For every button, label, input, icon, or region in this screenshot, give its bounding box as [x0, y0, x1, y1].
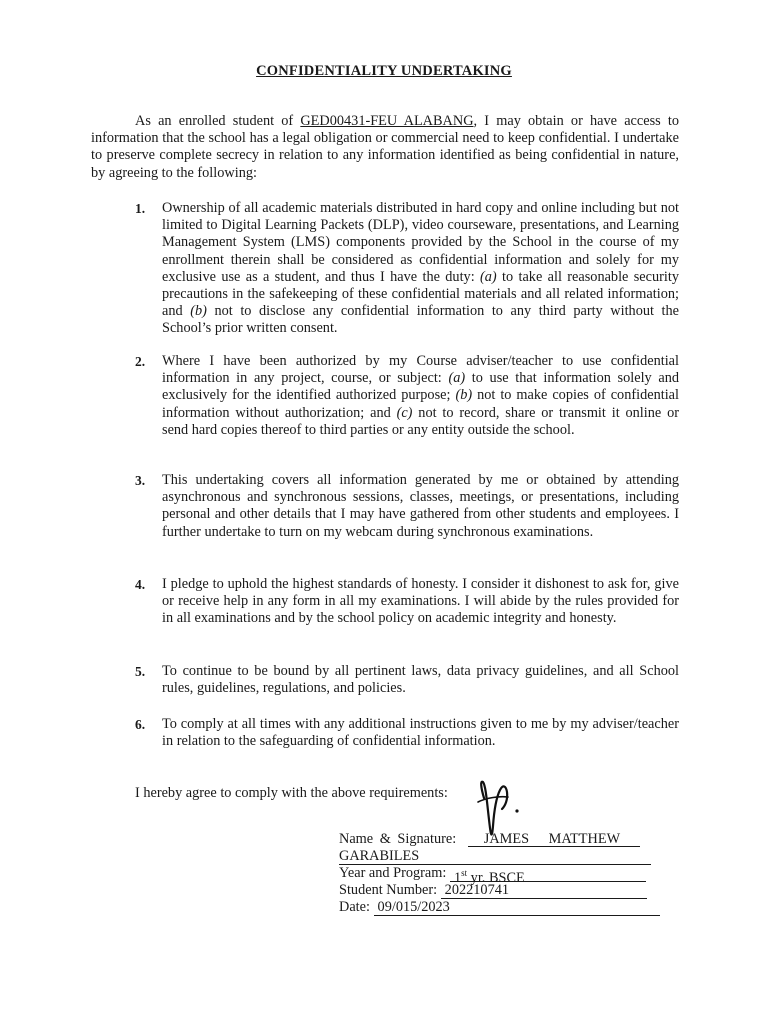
intro-text-after: , I may obtain or have access to information that the school has a legal obligation or commercial need to keep confidential. I undertake to preserve complete secrecy in relation to any information identified as being confidential in nature, by agreeing to the following:	[91, 113, 680, 181]
document-title: CONFIDENTIALITY UNDERTAKING	[256, 63, 512, 79]
item-number: 1.	[135, 201, 146, 216]
date-row	[339, 899, 660, 917]
item-clause-marker: (b)	[455, 387, 473, 404]
agreement-statement: I hereby agree to comply with the above requirements:	[135, 785, 448, 801]
item-clause-marker: (a)	[448, 370, 466, 387]
year-program-value	[450, 865, 646, 886]
date-value: 09/015/2023	[374, 899, 660, 916]
intro-text-before: As an enrolled student of	[135, 113, 301, 129]
item-number: 6.	[135, 717, 146, 732]
item-text-part: Where I have been authorized by my Course adviser/teacher to use confidential information in any project, course, or subject:	[162, 353, 679, 387]
year-program-text: yr. BSCE	[467, 869, 525, 886]
student-number-label: Student Number:	[339, 882, 438, 898]
intro-paragraph	[91, 113, 679, 182]
name-signature-label: Name & Signature:	[339, 831, 457, 847]
year-suffix: st	[461, 868, 468, 878]
item-text-part: Ownership of all academic materials distributed in hard copy and online including but not limited to Digital Learning Packets (DLP), video courseware, presentations, and Learning Management System (LMS) components provided by the School in the course of my enrollment therein shall be considered as confidential information and solely for my exclusive use as a student, and thus I have the duty:	[162, 200, 679, 285]
item-text-part: to use that information solely and exclusively for the identified authorized purpose;	[162, 370, 679, 404]
item-number: 3.	[135, 473, 146, 488]
item-text-part: to take all reasonable security precautions in the safekeeping of these confidential materials and all related information; and	[162, 268, 679, 320]
item-text: To comply at all times with any additional instructions given to me by my adviser/teacher in relation to the safeguarding of confidential information.	[162, 716, 679, 750]
item-text: This undertaking covers all information generated by me or obtained by attending asynchronous and synchronous sessions, classes, meetings, or presentations, including personal and other details that I may have gathered from other students and employees. I further undertake to turn on my webcam during synchronous examinations.	[162, 472, 679, 540]
item-number: 5.	[135, 664, 146, 679]
year-number: 1	[453, 869, 462, 886]
item-text-part: not to make copies of confidential information without authorization; and	[162, 387, 679, 421]
item-text	[162, 353, 679, 439]
date-label: Date:	[339, 899, 370, 915]
item-number: 4.	[135, 577, 146, 592]
item-text: I pledge to uphold the highest standards of honesty. I consider it dishonest to ask for, give or receive help in any form in all my examinations. I will abide by the rules provided for in all examinations and by the school policy on academic integrity and honesty.	[162, 576, 679, 627]
student-name-line1: JAMES MATTHEW	[468, 831, 640, 847]
student-name-line2: GARABILES	[339, 848, 651, 865]
student-number-value: 202210741	[441, 882, 647, 899]
school-code: GED00431-FEU ALABANG	[300, 113, 474, 129]
item-clause-marker: (a)	[480, 268, 497, 285]
item-text	[162, 200, 679, 338]
item-clause-marker: (b)	[190, 303, 207, 320]
student-number-row	[339, 882, 647, 900]
item-number: 2.	[135, 354, 146, 369]
item-text-part: not to disclose any confidential information to any third party without the School’s prior written consent.	[162, 303, 680, 337]
year-program-row	[339, 865, 646, 886]
item-clause-marker: (c)	[396, 404, 413, 421]
item-text: To continue to be bound by all pertinent laws, data privacy guidelines, and all School rules, guidelines, regulations, and policies.	[162, 663, 679, 697]
name-continuation-row	[339, 848, 651, 866]
item-text-part: not to record, share or transmit it online or send hard copies thereof to third parties or any entity outside the school.	[162, 404, 679, 438]
name-signature-row	[339, 831, 661, 849]
year-program-label: Year and Program:	[339, 865, 447, 881]
